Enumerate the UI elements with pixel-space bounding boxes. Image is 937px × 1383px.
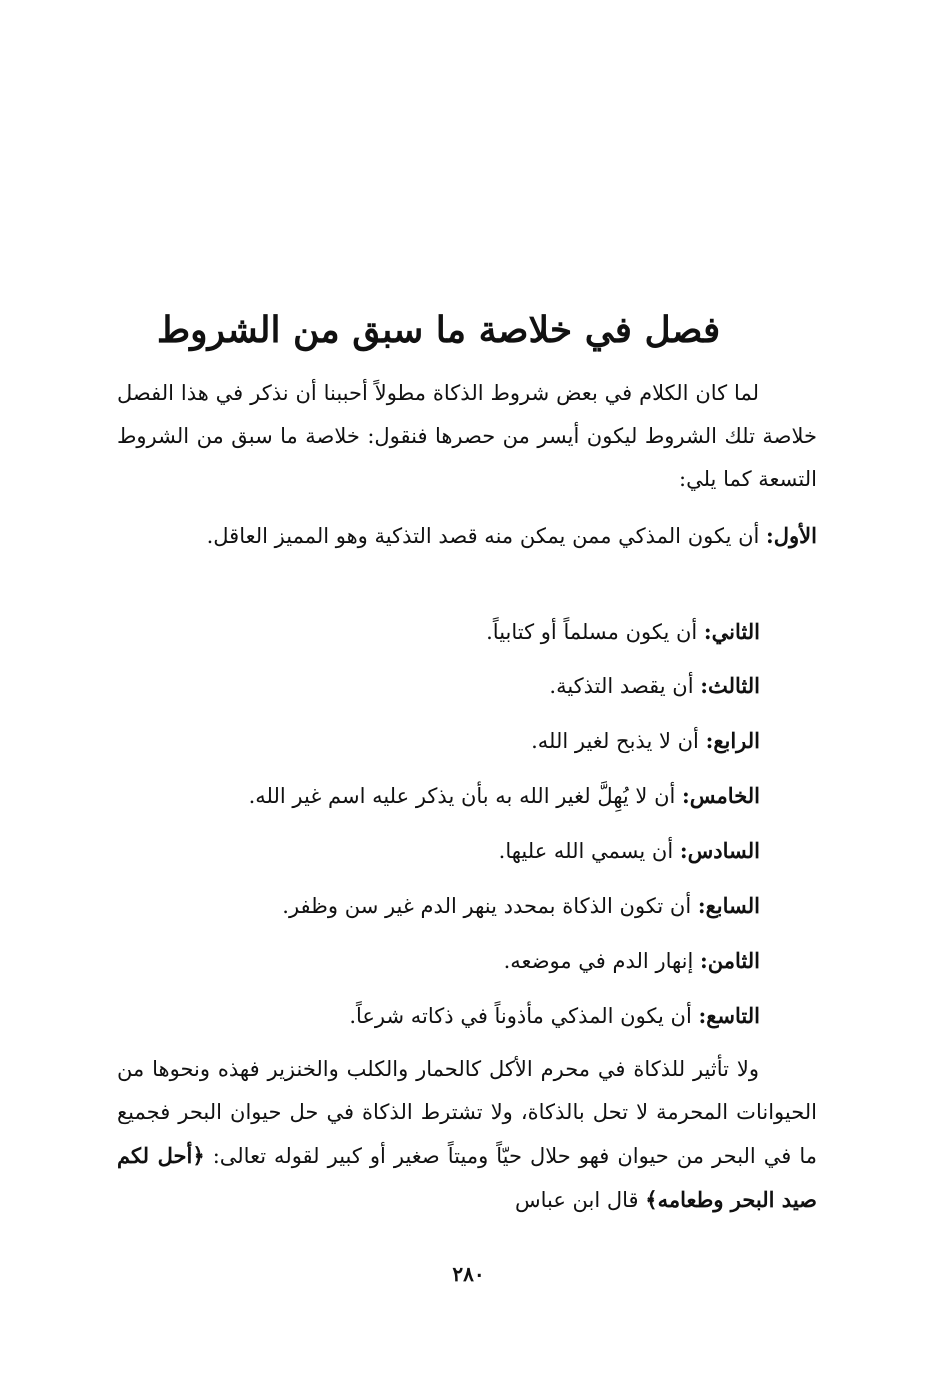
condition-text: أن يكون المذكي مأذوناً في ذكاته شرعاً. [349,1004,692,1028]
condition-text: أن لا يُهِلَّ لغير الله به بأن يذكر عليه اسم غير الله. [248,784,676,808]
closing-text: ولا تأثير للذكاة في محرم الأكل كالحمار والكلب والخنزير فهذه ونحوها من الحيوانات المحرمة لا تحل بالذكاة، ولا تشترط الذكاة في حل حيوان البحر فجميع ما في البحر من حيوان فهو حلال حيّاً وميتاً صغير أو كبير لقوله تعالى: [117,1057,817,1168]
condition-text: أن يكون مسلماً أو كتابياً. [486,620,698,644]
condition-text: إنهار الدم في موضعه. [503,949,694,973]
condition-item-8 [160,939,760,983]
condition-label: التاسع: [698,1003,760,1028]
condition-label: الثالث: [700,673,760,698]
condition-label: السابع: [697,893,760,918]
condition-text: أن يقصد التذكية. [549,674,694,698]
quran-verse: ﴿أحل لكم صيد البحر وطعامه﴾ [117,1143,817,1212]
condition-item-1 [174,514,817,558]
condition-item-3 [160,664,760,708]
condition-label: السادس: [679,838,760,863]
condition-text: أن لا يذبح لغير الله. [531,729,699,753]
intro-paragraph: لما كان الكلام في بعض شروط الذكاة مطولاً أحببنا أن نذكر في هذا الفصل خلاصة تلك الشروط ليكون أيسر من حصرها فنقول: خلاصة ما سبق من الشروط التسعة كما يلي: [117,381,817,491]
condition-item-5 [160,774,760,818]
condition-label: الرابع: [705,728,760,753]
condition-item-2 [160,610,760,654]
condition-item-4 [160,719,760,763]
condition-text: أن تكون الذكاة بمحدد ينهر الدم غير سن وظفر. [282,894,692,918]
condition-text: أن يكون المذكي ممن يمكن منه قصد التذكية وهو المميز العاقل. [206,524,760,548]
condition-item-6 [160,829,760,873]
closing-continuation: قال ابن عباس [514,1188,639,1212]
page-number: ٢٨٠ [452,1262,485,1286]
condition-item-7 [160,884,760,928]
condition-text: أن يسمي الله عليها. [498,839,674,863]
condition-label: الأول: [766,523,817,548]
condition-item-9 [160,994,760,1038]
condition-label: الثاني: [703,619,760,644]
closing-paragraph [117,1048,817,1222]
section-title: فصل في خلاصة ما سبق من الشروط [156,309,721,351]
condition-label: الثامن: [700,948,760,973]
condition-label: الخامس: [682,783,760,808]
